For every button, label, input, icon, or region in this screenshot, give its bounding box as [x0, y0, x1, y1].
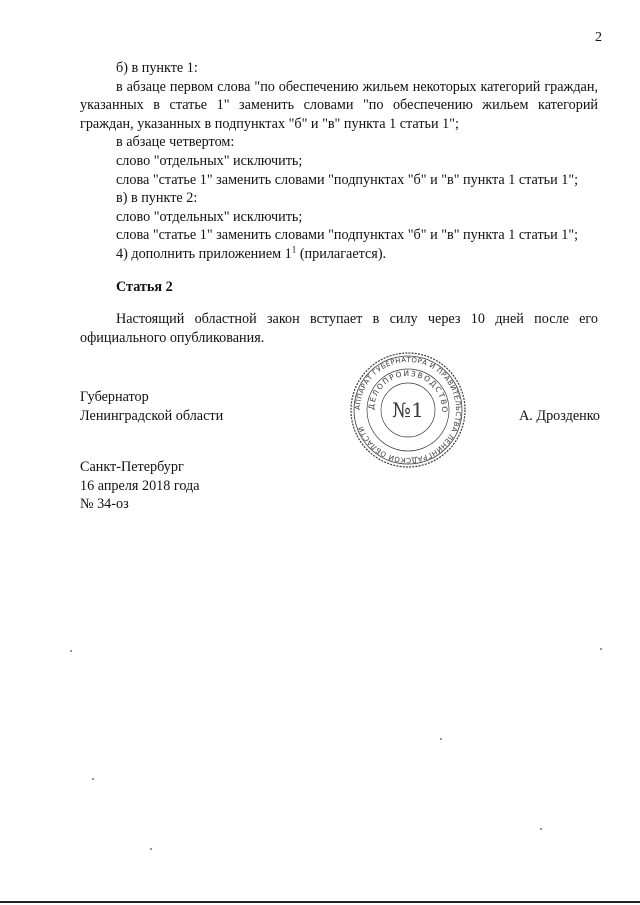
stamp-number: №1	[392, 398, 424, 422]
paragraph-v: в) в пункте 2:	[116, 190, 198, 207]
scan-speck	[70, 650, 72, 652]
paragraph-word-exclude-2: слово "отдельных" исключить;	[116, 208, 303, 225]
paragraph-appendix: 4) дополнить приложением $1^1$ (прилагается).	[116, 244, 387, 262]
article-2-text: Настоящий областной закон вступает в силу через 10 дней после его официального опубликования.	[80, 311, 598, 346]
date: 16 апреля 2018 года	[80, 477, 200, 494]
paragraph-first-abzac: в абзаце первом слова "по обеспечению жильем некоторых категорий граждан, указанных в статье 1" заменить словами "по обеспечению жильем категорий граждан, указанных в подпунктах "б" и "в" пункта 1 статьи 1";	[80, 78, 598, 132]
scan-bottom-edge	[0, 901, 640, 903]
paragraph-fourth-abzac: в абзаце четвертом:	[116, 134, 235, 151]
scan-speck	[600, 648, 602, 650]
amendments-text	[80, 59, 598, 347]
paragraph-words-replace-2: слова "статье 1" заменить словами "подпунктах "б" и "в" пункта 1 статьи 1";	[116, 227, 579, 244]
paragraph-b: б) в пункте 1:	[116, 60, 198, 76]
paragraph-words-replace-1: слова "статье 1" заменить словами "подпунктах "б" и "в" пункта 1 статьи 1";	[116, 171, 579, 188]
scan-speck	[150, 848, 152, 850]
page-number: 2	[595, 30, 602, 45]
superscript: 1	[291, 244, 297, 255]
scan-speck	[540, 828, 542, 830]
paragraph-word-exclude-1: слово "отдельных" исключить;	[116, 152, 303, 169]
governor-title-line1: Губернатор	[80, 389, 149, 405]
governor-title-line2: Ленинградской области	[80, 407, 224, 424]
scan-speck	[440, 738, 442, 740]
place-date-block	[80, 458, 200, 514]
signature-block	[80, 388, 600, 425]
governor-name: А. Дрозденко	[519, 407, 600, 424]
stamp-inner-text: ДЕЛОПРОИЗВОДСТВО	[366, 368, 450, 414]
city: Санкт-Петербург	[80, 459, 184, 475]
scan-speck	[92, 778, 94, 780]
article-2-heading: Статья 2	[116, 278, 173, 295]
law-number: № 34-оз	[80, 496, 129, 513]
stamp-ring-text: АППАРАТ ГУБЕРНАТОРА И ПРАВИТЕЛЬСТВА ЛЕНИНГРАДСКОЙ ОБЛАСТИ	[353, 355, 463, 465]
